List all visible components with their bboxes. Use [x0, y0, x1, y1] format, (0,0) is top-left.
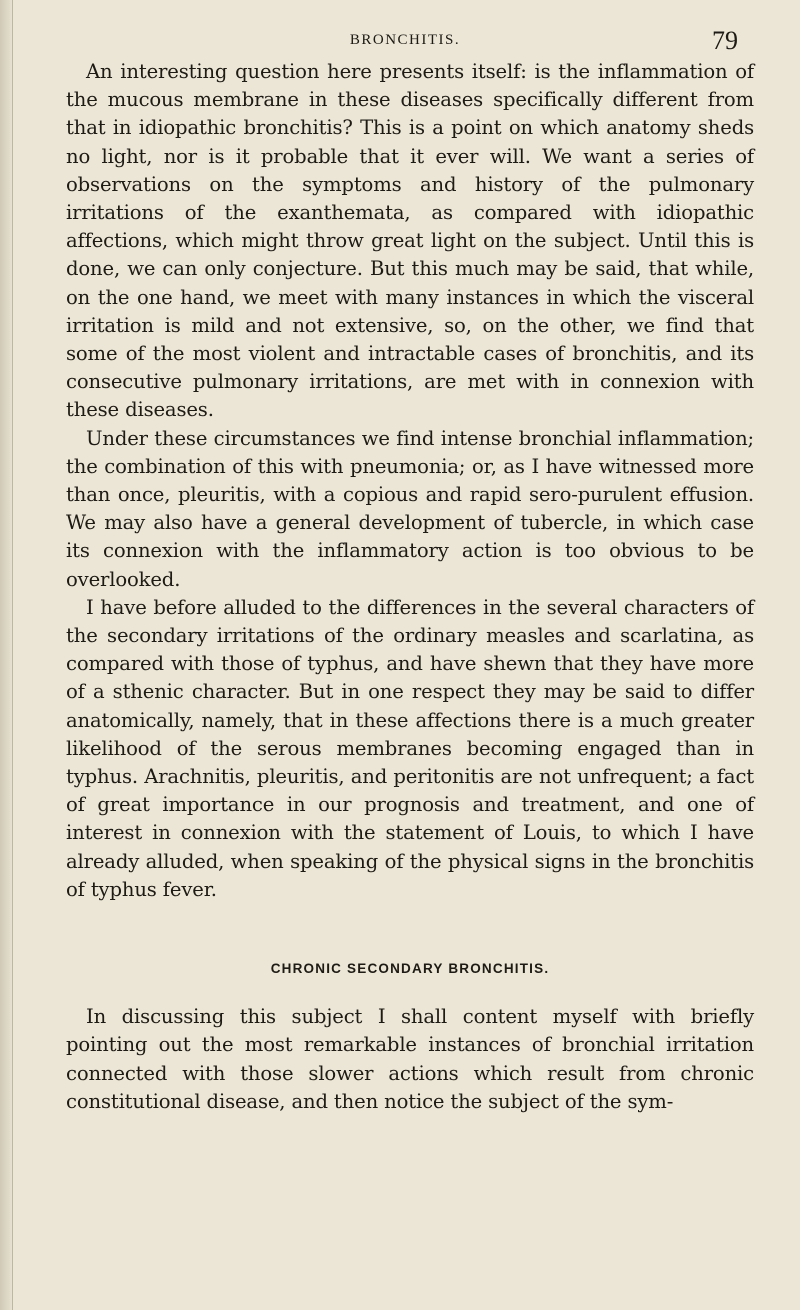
paragraph-1: An interesting question here presents itself: is the inflammation of the mucous membrane in these diseases specifically different from that in idiopathic bronchitis? This is a point on which anatomy sheds no light, nor is it probable that it ever will. We want a series of observations on the symptoms and history of the pulmonary irritations of the exanthemata, as compared with idiopathic affections, which might throw great light on the subject. Until this is done, we can only conjecture. But this much may be said, that while, on the one hand, we meet with many instances in which the visceral irritation is mild and not extensive, so, on the other, we find that some of the most violent and intractable cases of bronchitis, and its consecutive pulmonary irritations, are met with in connexion with these diseases.: [66, 60, 754, 422]
page-gutter-edge: [0, 0, 13, 1310]
body-text: [66, 58, 754, 1116]
section-paragraph: In discussing this subject I shall content myself with briefly pointing out the most remarkable instances of bronchial irritation connected with those slower actions which result from chronic constitutional disease, and then notice the subject of the sym-: [66, 1005, 754, 1113]
running-title: BRONCHITIS.: [349, 32, 461, 48]
running-head: [60, 22, 750, 55]
paragraph-3: I have before alluded to the differences in the several characters of the secondary irritations of the ordinary measles and scarlatina, as compared with those of typhus, and have shewn that they have more of a sthenic character. But in one respect they may be said to differ anatomically, namely, that in these affections there is a much greater likelihood of the serous membranes becoming engaged than in typhus. Arachnitis, pleuritis, and peritonitis are not unfrequent; a fact of great importance in our prognosis and treatment, and one of interest in connexion with the statement of Louis, to which I have already alluded, when speaking of the physical signs in the bronchitis of typhus fever.: [66, 595, 754, 901]
page-number: 79: [712, 26, 738, 55]
section-heading: CHRONIC SECONDARY BRONCHITIS.: [270, 961, 550, 977]
paragraph-2: Under these circumstances we find intense bronchial inflammation; the combination of this with pneumonia; or, as I have witnessed more than once, pleuritis, with a copious and rapid sero-purulent effusion. We may also have a general development of tubercle, in which case its connexion with the inflammatory action is too obvious to be overlooked.: [66, 426, 754, 591]
